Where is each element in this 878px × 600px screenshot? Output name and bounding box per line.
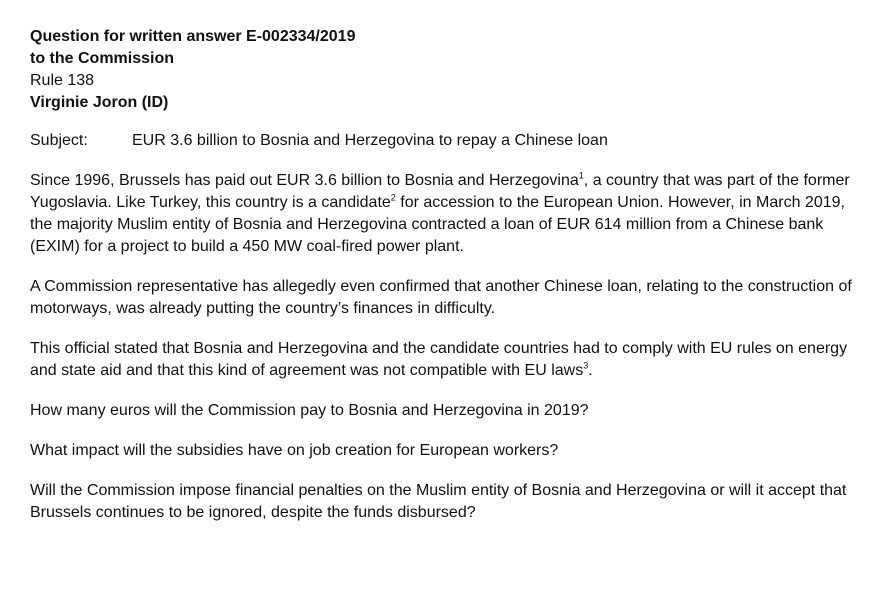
footnote-ref-1: 1	[578, 170, 584, 181]
paragraph-official-statement	[30, 338, 860, 382]
paragraph-text: Since 1996, Brussels has paid out EUR 3.6 billion to Bosnia and Herzegovina	[30, 172, 579, 189]
author-name: Virginie Joron (ID)	[30, 94, 169, 111]
paragraph-commission-representative: A Commission representative has allegedly even confirmed that another Chinese loan, relating to the construction of motorways, was already putting the country’s finances in difficulty.	[30, 278, 852, 317]
paragraph-text: for accession to the European Union. However, in March 2019, the majority Muslim entity of Bosnia and Herzegovina contracted a loan of EUR 614 million from a Chinese bank (EXIM) for a project to build a 450 MW coal-fired power plant.	[30, 194, 845, 255]
subject-text: EUR 3.6 billion to Bosnia and Herzegovina to repay a Chinese loan	[132, 132, 608, 149]
paragraph-text: , a country that was part of the former Yugoslavia. Like Turkey, this country is a candidate	[30, 172, 850, 211]
question-header	[30, 26, 860, 114]
subject-line	[30, 130, 860, 152]
question-reference: Question for written answer E-002334/2019	[30, 28, 356, 45]
footnote-ref-2: 2	[390, 192, 396, 203]
question-1: How many euros will the Commission pay to Bosnia and Herzegovina in 2019?	[30, 402, 589, 419]
footnote-ref-3: 3	[583, 360, 589, 371]
rule-number: Rule 138	[30, 72, 95, 89]
paragraph-text: This official stated that Bosnia and Herzegovina and the candidate countries had to comply with EU rules on energy and state aid and that this kind of agreement was not compatible with EU laws	[30, 340, 848, 379]
subject-label: Subject:	[30, 132, 88, 149]
question-2: What impact will the subsidies have on job creation for European workers?	[30, 442, 559, 459]
addressee: to the Commission	[30, 50, 175, 67]
paragraph-text: .	[588, 362, 593, 379]
question-3: Will the Commission impose financial penalties on the Muslim entity of Bosnia and Herzegovina or will it accept that Brussels continues to be ignored, despite the funds disbursed?	[30, 482, 847, 521]
paragraph-background	[30, 170, 860, 258]
